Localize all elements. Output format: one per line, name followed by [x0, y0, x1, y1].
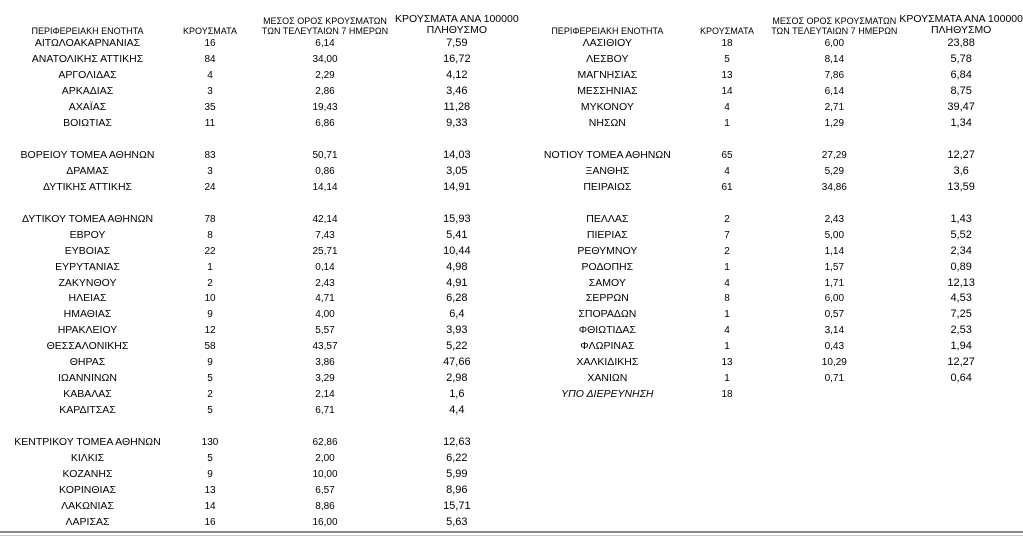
table-row [530, 355, 1023, 371]
avg-7-days-cell: 6,14 [315, 38, 335, 50]
right-table-body [530, 36, 1023, 403]
avg-7-days-cell: 16,00 [312, 516, 338, 528]
right-header-row [530, 8, 1023, 36]
cases-cell: 2 [724, 245, 730, 257]
avg-7-days-cell: 25,71 [312, 245, 338, 257]
table-row [10, 68, 519, 84]
table-row [530, 323, 1023, 339]
avg-7-days-cell: 0,86 [315, 165, 335, 177]
spacer-cell [10, 195, 519, 211]
cases-cell: 13 [721, 357, 733, 369]
region-cell: ΒΟΙΩΤΙΑΣ [63, 117, 112, 130]
cases-cell: 58 [204, 341, 216, 353]
cases-cell: 9 [207, 357, 213, 369]
region-cell: ΚΟΖΑΝΗΣ [62, 467, 113, 480]
cases-cell: 9 [207, 309, 213, 321]
cases-cell: 12 [204, 325, 216, 337]
cases-cell: 1 [207, 261, 213, 273]
per-100000-cell [899, 387, 1023, 403]
per-100000-cell: 8,75 [950, 85, 972, 98]
per-100000-cell: 39,47 [947, 101, 975, 114]
region-cell: ΗΜΑΘΙΑΣ [63, 308, 112, 321]
avg-7-days-cell: 7,43 [315, 229, 335, 241]
table-row [530, 275, 1023, 291]
header-cases: ΚΡΟΥΣΜΑΤΑ [183, 26, 237, 36]
cases-cell: 5 [207, 452, 213, 464]
region-cell: ΚΑΒΑΛΑΣ [63, 388, 112, 401]
table-row [10, 148, 519, 164]
left-table-body [10, 36, 519, 530]
region-cell: ΚΟΡΙΝΘΙΑΣ [59, 483, 116, 496]
region-cell: ΡΕΘΥΜΝΟΥ [577, 244, 638, 257]
avg-7-days-cell: 6,71 [315, 405, 335, 417]
header-avg-line2: ΤΩΝ ΤΕΛΕΥΤΑΙΩΝ 7 ΗΜΕΡΩΝ [261, 26, 389, 36]
region-cell: ΠΕΛΛΑΣ [586, 212, 629, 225]
region-cell: ΥΠΟ ΔΙΕΡΕΥΝΗΣΗ [561, 388, 654, 401]
cases-cell: 13 [204, 484, 216, 496]
region-cell: ΕΒΡΟΥ [69, 228, 106, 241]
region-cell: ΠΕΙΡΑΙΩΣ [583, 180, 632, 193]
cases-cell: 4 [724, 325, 730, 337]
table-row [10, 84, 519, 100]
header-per-line2: ΠΛΗΘΥΣΜΟ [426, 24, 488, 36]
per-100000-cell: 9,33 [446, 117, 468, 130]
header-avg-7-days [769, 8, 899, 36]
region-cell: ΔΥΤΙΚΗΣ ΑΤΤΙΚΗΣ [42, 180, 133, 193]
table-row [530, 291, 1023, 307]
per-100000-cell: 2,53 [950, 324, 972, 337]
region-cell: ΜΕΣΣΗΝΙΑΣ [577, 85, 638, 98]
header-avg-line1: ΜΕΣΟΣ ΟΡΟΣ ΚΡΟΥΣΜΑΤΩΝ [772, 16, 897, 26]
per-100000-cell: 12,63 [443, 435, 471, 448]
spacer-row [10, 419, 519, 435]
table-row [10, 403, 519, 419]
spacer-cell [530, 195, 1023, 211]
cases-cell: 4 [207, 70, 213, 82]
cases-cell: 16 [204, 516, 216, 528]
header-cases: ΚΡΟΥΣΜΑΤΑ [700, 26, 754, 36]
table-row [530, 227, 1023, 243]
cases-cell: 4 [724, 102, 730, 114]
avg-7-days-cell: 1,14 [824, 245, 845, 257]
per-100000-cell: 4,12 [446, 69, 468, 82]
region-cell: ΗΛΕΙΑΣ [68, 292, 107, 305]
region-cell: ΦΛΩΡΙΝΑΣ [580, 340, 635, 353]
cases-cell: 61 [721, 181, 733, 193]
table-row [530, 164, 1023, 180]
per-100000-cell: 5,52 [950, 228, 972, 241]
avg-7-days-cell: 6,00 [824, 293, 845, 305]
table-row [10, 323, 519, 339]
per-100000-cell: 47,66 [443, 356, 471, 369]
table-row [10, 164, 519, 180]
region-cell: ΞΑΝΘΗΣ [585, 164, 630, 177]
per-100000-cell: 15,71 [443, 499, 471, 512]
cases-cell: 18 [721, 389, 733, 401]
region-cell: ΜΑΓΝΗΣΙΑΣ [577, 69, 638, 82]
region-cell: ΠΙΕΡΙΑΣ [586, 228, 628, 241]
per-100000-cell: 4,98 [446, 260, 468, 273]
header-per-100000 [395, 8, 519, 36]
spacer-row [530, 195, 1023, 211]
per-100000-cell: 4,53 [950, 292, 972, 305]
table-row [530, 371, 1023, 387]
region-cell: ΕΥΒΟΙΑΣ [64, 244, 111, 257]
region-cell: ΦΘΙΩΤΙΔΑΣ [578, 324, 636, 337]
avg-7-days-cell: 4,00 [315, 309, 335, 321]
avg-7-days-cell: 2,14 [315, 389, 335, 401]
per-100000-cell: 8,96 [446, 483, 468, 496]
cases-cell: 130 [201, 436, 219, 448]
avg-7-days-cell: 6,57 [315, 484, 335, 496]
region-cell: ΛΑΣΙΘΙΟΥ [582, 37, 633, 50]
right-cases-table [530, 8, 1023, 403]
cases-cell: 7 [724, 229, 730, 241]
avg-7-days-cell: 3,86 [315, 357, 335, 369]
avg-7-days-cell: 2,86 [315, 86, 335, 98]
region-cell: ΔΡΑΜΑΣ [66, 164, 109, 177]
table-row [530, 100, 1023, 116]
per-100000-cell: 5,78 [950, 53, 972, 66]
table-row [10, 100, 519, 116]
table-row [530, 116, 1023, 132]
header-region: ΠΕΡΙΦΕΡΕΙΑΚΗ ΕΝΟΤΗΤΑ [31, 26, 144, 36]
table-row [530, 243, 1023, 259]
per-100000-cell: 4,4 [449, 404, 465, 417]
header-per-line1: ΚΡΟΥΣΜΑΤΑ ΑΝΑ 100000 [899, 13, 1023, 25]
cases-cell: 22 [204, 245, 216, 257]
avg-7-days-cell: 1,71 [824, 277, 845, 289]
left-cases-table [10, 8, 519, 530]
avg-7-days-cell: 2,29 [315, 70, 335, 82]
cases-cell: 65 [721, 150, 733, 162]
avg-7-days-cell: 62,86 [312, 436, 338, 448]
avg-7-days-cell: 43,57 [312, 341, 338, 353]
avg-7-days-cell: 7,86 [824, 70, 845, 82]
region-cell: ΔΥΤΙΚΟΥ ΤΟΜΕΑ ΑΘΗΝΩΝ [21, 212, 154, 225]
cases-cell: 84 [204, 54, 216, 66]
cases-cell: 4 [724, 165, 730, 177]
avg-7-days-cell: 8,14 [824, 54, 845, 66]
table-row [530, 259, 1023, 275]
table-row [530, 84, 1023, 100]
table-row [530, 307, 1023, 323]
table-row [530, 52, 1023, 68]
cases-cell: 24 [204, 181, 216, 193]
per-100000-cell: 4,91 [446, 276, 468, 289]
table-row [10, 371, 519, 387]
per-100000-cell: 1,34 [950, 117, 972, 130]
table-row [10, 291, 519, 307]
per-100000-cell: 6,28 [446, 292, 468, 305]
avg-7-days-cell: 8,86 [315, 500, 335, 512]
header-per-line1: ΚΡΟΥΣΜΑΤΑ ΑΝΑ 100000 [395, 13, 519, 25]
table-row [10, 339, 519, 355]
cases-cell: 9 [207, 468, 213, 480]
avg-7-days-cell: 4,71 [315, 293, 335, 305]
region-cell: ΕΥΡΥΤΑΝΙΑΣ [55, 260, 120, 273]
table-row [10, 450, 519, 466]
header-avg-line2: ΤΩΝ ΤΕΛΕΥΤΑΙΩΝ 7 ΗΜΕΡΩΝ [771, 26, 898, 36]
avg-7-days-cell: 0,57 [824, 309, 845, 321]
per-100000-cell: 2,34 [950, 244, 972, 257]
header-region: ΠΕΡΙΦΕΡΕΙΑΚΗ ΕΝΟΤΗΤΑ [551, 26, 664, 36]
avg-7-days-cell: 50,71 [312, 150, 338, 162]
table-row [10, 482, 519, 498]
region-cell: ΛΑΡΙΣΑΣ [65, 515, 110, 528]
cases-cell: 14 [204, 500, 216, 512]
table-row [530, 36, 1023, 52]
cases-cell: 2 [207, 277, 213, 289]
per-100000-cell: 3,6 [953, 164, 969, 177]
table-row [10, 466, 519, 482]
avg-7-days-cell: 14,14 [312, 181, 338, 193]
cases-cell: 1 [724, 373, 730, 385]
region-cell: ΖΑΚΥΝΘΟΥ [58, 276, 117, 289]
cases-cell: 2 [207, 389, 213, 401]
avg-7-days-cell: 42,14 [312, 213, 338, 225]
avg-7-days-cell: 2,00 [315, 452, 335, 464]
per-100000-cell: 15,93 [443, 212, 471, 225]
per-100000-cell: 11,28 [443, 101, 471, 114]
per-100000-cell: 6,4 [449, 308, 465, 321]
per-100000-cell: 14,03 [443, 149, 471, 162]
per-100000-cell: 3,46 [446, 85, 468, 98]
region-cell: ΑΡΚΑΔΙΑΣ [61, 85, 114, 98]
table-row [10, 259, 519, 275]
region-cell: ΑΧΑΪΑΣ [68, 101, 107, 114]
header-per-100000 [899, 8, 1023, 36]
spacer-row [10, 195, 519, 211]
avg-7-days-cell: 0,71 [824, 373, 845, 385]
cases-cell: 14 [721, 86, 733, 98]
per-100000-cell: 23,88 [947, 37, 975, 50]
cases-cell: 5 [724, 54, 730, 66]
avg-7-days-cell: 6,14 [824, 86, 845, 98]
region-cell: ΑΡΓΟΛΙΔΑΣ [58, 69, 117, 82]
table-row [530, 339, 1023, 355]
per-100000-cell: 1,94 [950, 340, 972, 353]
per-100000-cell: 7,59 [446, 37, 468, 50]
per-100000-cell: 0,64 [950, 372, 972, 385]
per-100000-cell: 5,22 [446, 340, 468, 353]
cases-cell: 78 [204, 213, 216, 225]
cases-cell: 16 [204, 38, 216, 50]
cases-cell: 1 [724, 118, 730, 130]
per-100000-cell: 0,89 [950, 260, 972, 273]
table-row [10, 514, 519, 530]
spacer-cell [10, 132, 519, 148]
region-cell: ΘΗΡΑΣ [69, 356, 106, 369]
avg-7-days-cell: 1,29 [824, 118, 845, 130]
region-cell: ΛΕΣΒΟΥ [586, 53, 629, 66]
table-row [530, 387, 1023, 403]
cases-cell: 5 [207, 405, 213, 417]
table-row [10, 498, 519, 514]
avg-7-days-cell: 2,43 [315, 277, 335, 289]
avg-7-days-cell: 6,00 [824, 38, 845, 50]
spacer-row [530, 132, 1023, 148]
avg-7-days-cell: 0,43 [824, 341, 845, 353]
avg-7-days-cell: 6,86 [315, 118, 335, 130]
table-row [10, 275, 519, 291]
left-header-row [10, 8, 519, 36]
header-per-line2: ΠΛΗΘΥΣΜΟ [930, 24, 992, 36]
header-avg-line1: ΜΕΣΟΣ ΟΡΟΣ ΚΡΟΥΣΜΑΤΩΝ [263, 16, 387, 26]
avg-7-days-cell: 5,57 [315, 325, 335, 337]
avg-7-days-cell: 10,00 [312, 468, 338, 480]
cases-cell: 83 [204, 150, 216, 162]
cases-cell: 1 [724, 341, 730, 353]
spacer-row [10, 132, 519, 148]
per-100000-cell: 7,25 [950, 308, 972, 321]
cases-cell: 11 [204, 118, 216, 130]
per-100000-cell: 3,05 [446, 164, 468, 177]
cases-cell: 1 [724, 261, 730, 273]
cases-cell: 10 [204, 293, 216, 305]
per-100000-cell: 12,27 [947, 149, 975, 162]
table-row [10, 243, 519, 259]
cases-cell: 3 [207, 86, 213, 98]
region-cell: ΒΟΡΕΙΟΥ ΤΟΜΕΑ ΑΘΗΝΩΝ [20, 149, 155, 162]
avg-7-days-cell: 10,29 [821, 357, 847, 369]
cases-cell: 5 [207, 373, 213, 385]
table-row [10, 307, 519, 323]
region-cell: ΝΟΤΙΟΥ ΤΟΜΕΑ ΑΘΗΝΩΝ [543, 149, 671, 162]
spacer-cell [10, 419, 519, 435]
per-100000-cell: 10,44 [443, 244, 471, 257]
region-cell: ΣΠΟΡΑΔΩΝ [578, 308, 637, 321]
avg-7-days-cell: 0,14 [315, 261, 335, 273]
header-avg-7-days [255, 8, 395, 36]
avg-7-days-cell: 5,29 [824, 165, 845, 177]
per-100000-cell: 13,59 [947, 180, 975, 193]
region-cell: ΧΑΝΙΩΝ [587, 372, 628, 385]
cases-cell: 1 [724, 309, 730, 321]
table-row [10, 52, 519, 68]
avg-7-days-cell: 2,43 [824, 213, 845, 225]
avg-7-days-cell: 3,14 [824, 325, 845, 337]
avg-7-days-cell: 2,71 [824, 102, 845, 114]
cases-cell: 8 [724, 293, 730, 305]
per-100000-cell: 1,43 [950, 212, 972, 225]
region-cell: ΡΟΔΟΠΗΣ [581, 260, 634, 273]
per-100000-cell: 6,22 [446, 451, 468, 464]
region-cell: ΚΕΝΤΡΙΚΟΥ ΤΟΜΕΑ ΑΘΗΝΩΝ [14, 435, 161, 448]
table-row [10, 179, 519, 195]
avg-7-days-cell: 3,29 [315, 373, 335, 385]
cases-cell: 35 [204, 102, 216, 114]
per-100000-cell: 3,93 [446, 324, 468, 337]
avg-7-days-cell: 1,57 [824, 261, 845, 273]
bottom-divider-shadow [0, 535, 1023, 536]
region-cell: ΑΙΤΩΛΟΑΚΑΡΝΑΝΙΑΣ [34, 37, 141, 50]
cases-cell: 2 [724, 213, 730, 225]
avg-7-days-cell: 19,43 [312, 102, 338, 114]
per-100000-cell: 5,41 [446, 228, 468, 241]
table-row [530, 179, 1023, 195]
region-cell: ΝΗΣΩΝ [588, 117, 626, 130]
cases-cell: 3 [207, 165, 213, 177]
per-100000-cell: 5,99 [446, 467, 468, 480]
per-100000-cell: 2,98 [446, 372, 468, 385]
per-100000-cell: 16,72 [443, 53, 471, 66]
per-100000-cell: 12,27 [947, 356, 975, 369]
region-cell: ΘΕΣΣΑΛΟΝΙΚΗΣ [46, 340, 129, 353]
cases-cell: 4 [724, 277, 730, 289]
per-100000-cell: 5,63 [446, 515, 468, 528]
table-row [530, 68, 1023, 84]
region-cell: ΚΙΛΚΙΣ [70, 451, 105, 464]
cases-cell: 13 [721, 70, 733, 82]
avg-7-days-cell: 34,86 [821, 181, 847, 193]
region-cell: ΣΑΜΟΥ [588, 276, 626, 289]
table-row [10, 36, 519, 52]
table-row [530, 211, 1023, 227]
avg-7-days-cell [769, 387, 899, 403]
table-row [10, 434, 519, 450]
region-cell: ΧΑΛΚΙΔΙΚΗΣ [576, 356, 639, 369]
avg-7-days-cell: 27,29 [821, 150, 847, 162]
region-cell: ΚΑΡΔΙΤΣΑΣ [59, 404, 116, 417]
cases-cell: 18 [721, 38, 733, 50]
table-row [10, 211, 519, 227]
avg-7-days-cell: 5,00 [824, 229, 845, 241]
region-cell: ΜΥΚΟΝΟΥ [580, 101, 634, 114]
table-row [10, 387, 519, 403]
table-row [10, 227, 519, 243]
spacer-cell [530, 132, 1023, 148]
bottom-divider [0, 531, 1023, 533]
region-cell: ΑΝΑΤΟΛΙΚΗΣ ΑΤΤΙΚΗΣ [31, 53, 144, 66]
region-cell: ΗΡΑΚΛΕΙΟΥ [57, 324, 118, 337]
per-100000-cell: 12,13 [947, 276, 975, 289]
cases-cell: 8 [207, 229, 213, 241]
per-100000-cell: 1,6 [449, 388, 465, 401]
table-row [10, 355, 519, 371]
region-cell: ΙΩΑΝΝΙΝΩΝ [58, 372, 117, 385]
per-100000-cell: 14,91 [443, 180, 471, 193]
table-row [10, 116, 519, 132]
region-cell: ΣΕΡΡΩΝ [585, 292, 629, 305]
per-100000-cell: 6,84 [950, 69, 972, 82]
region-cell: ΛΑΚΩΝΙΑΣ [61, 499, 114, 512]
avg-7-days-cell: 34,00 [312, 54, 338, 66]
table-row [530, 148, 1023, 164]
